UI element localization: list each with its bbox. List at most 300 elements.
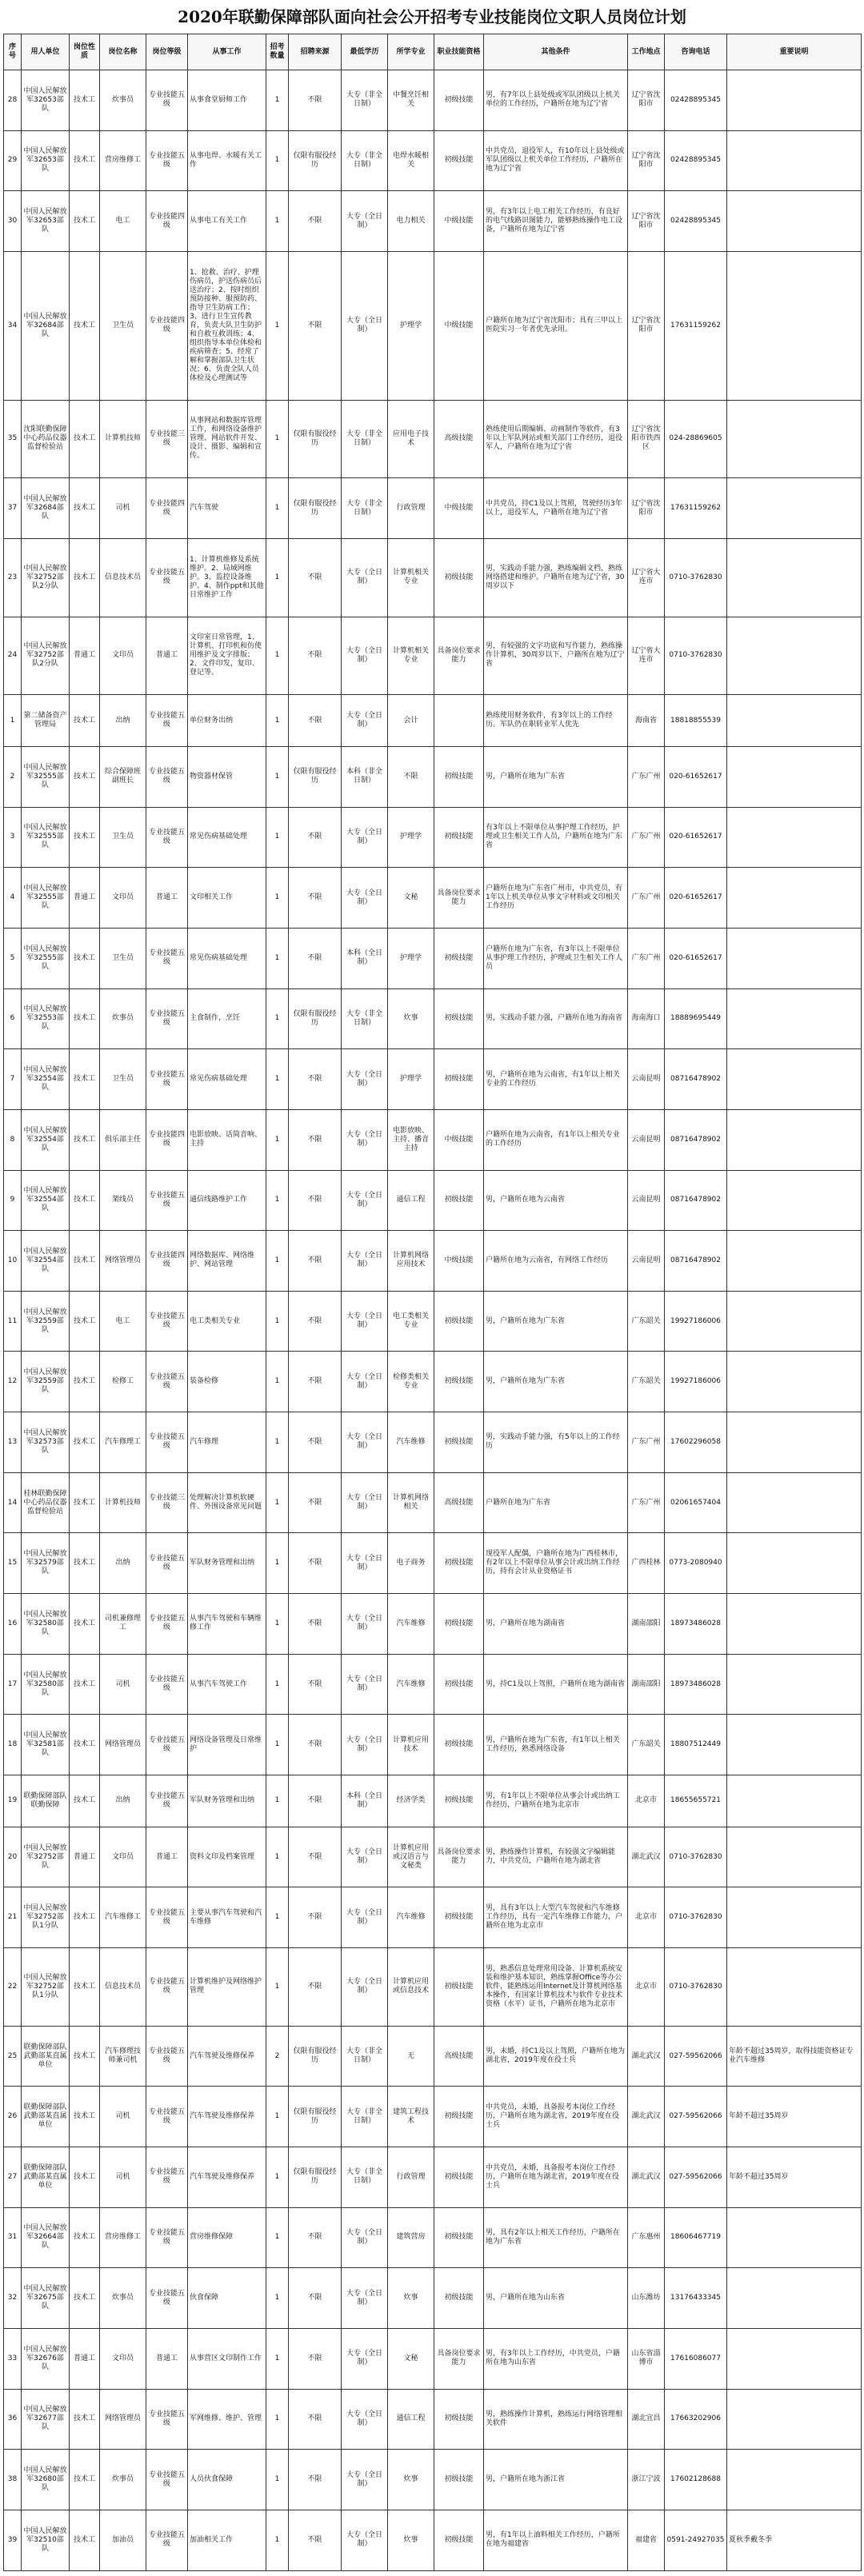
cell-unit: 中国人民解放军32555部队 xyxy=(22,868,70,929)
cell-location: 北京市 xyxy=(628,1887,665,1948)
cell-skill: 初级技能 xyxy=(434,1533,484,1594)
cell-major: 计算机网络应用技术 xyxy=(388,1231,434,1292)
cell-unit: 沈阳联勤保障中心药品仪器监督检验站 xyxy=(22,400,70,478)
cell-unit: 中国人民解放军32653部队 xyxy=(22,191,70,252)
cell-conditions: 现役军人配偶，户籍所在地为广西桂林市，有2年以上不限单位从事会计或出纳工作经历，持有会计从业资格证书 xyxy=(484,1533,628,1594)
cell-major: 电影放映、主持、播音主持 xyxy=(388,1109,434,1170)
cell-post: 综合保障班副班长 xyxy=(100,746,146,807)
cell-count: 1 xyxy=(266,191,289,252)
cell-notes xyxy=(727,1594,862,1655)
table-row xyxy=(4,1352,862,1412)
cell-no: 2 xyxy=(4,746,22,807)
cell-unit: 中国人民解放军32752部队1分队 xyxy=(22,1948,70,2027)
cell-skill: 初级技能 xyxy=(434,1170,484,1231)
cell-major: 行政管理 xyxy=(388,478,434,539)
table-row xyxy=(4,1775,862,1827)
cell-notes: 年龄不超过35周岁 xyxy=(727,2147,862,2208)
cell-source: 不限 xyxy=(289,1654,342,1715)
cell-major: 无 xyxy=(388,2026,434,2087)
cell-no: 23 xyxy=(4,538,22,617)
cell-no: 30 xyxy=(4,191,22,252)
cell-skill: 具备岗位要求能力 xyxy=(434,1827,484,1887)
cell-education: 大专（非全日制） xyxy=(342,400,388,478)
cell-no: 5 xyxy=(4,928,22,988)
cell-education: 大专（全日制） xyxy=(342,191,388,252)
header-row xyxy=(4,34,862,70)
cell-level: 专业技能五级 xyxy=(146,807,188,868)
cell-source: 不限 xyxy=(289,807,342,868)
cell-post: 网络管理员 xyxy=(100,1715,146,1775)
cell-count: 1 xyxy=(266,1352,289,1412)
col-header-count: 招考数量 xyxy=(266,34,289,70)
table-row xyxy=(4,2389,862,2450)
cell-no: 12 xyxy=(4,1352,22,1412)
cell-unit: 中国人民解放军32555部队 xyxy=(22,928,70,988)
cell-education: 大专（非全日制） xyxy=(342,130,388,191)
cell-unit: 中国人民解放军32676部队 xyxy=(22,2328,70,2389)
cell-work: 装备检修 xyxy=(188,1352,266,1412)
cell-no: 28 xyxy=(4,70,22,131)
table-row xyxy=(4,2268,862,2329)
cell-unit: 中国人民解放军32752部队 xyxy=(22,1827,70,1887)
cell-notes xyxy=(727,1231,862,1292)
cell-location: 福建省 xyxy=(628,2510,665,2570)
cell-post: 卫生员 xyxy=(100,807,146,868)
cell-phone: 19927186006 xyxy=(665,1291,727,1352)
cell-phone: 020-61652617 xyxy=(665,746,727,807)
cell-nature: 技术工 xyxy=(70,1715,100,1775)
col-header-source: 招聘来源 xyxy=(289,34,342,70)
table-row xyxy=(4,2087,862,2147)
cell-unit: 中国人民解放军32752部队2分队 xyxy=(22,617,70,695)
table-row xyxy=(4,1109,862,1170)
cell-notes xyxy=(727,2207,862,2268)
cell-skill: 具备岗位要求能力 xyxy=(434,2328,484,2389)
cell-education: 大专（全日制） xyxy=(342,1948,388,2027)
cell-count: 1 xyxy=(266,2268,289,2329)
cell-location: 辽宁省沈阳市 xyxy=(628,478,665,539)
cell-skill: 中级技能 xyxy=(434,251,484,400)
cell-conditions: 男，有1年以上油料相关工作经历，户籍所在地为福建省 xyxy=(484,2510,628,2570)
cell-count: 1 xyxy=(266,1775,289,1827)
table-row xyxy=(4,2207,862,2268)
cell-phone: 17631159262 xyxy=(665,251,727,400)
cell-notes xyxy=(727,1887,862,1948)
cell-major: 汽车维修 xyxy=(388,1654,434,1715)
cell-no: 22 xyxy=(4,1948,22,2027)
cell-source: 仅限有服役经历 xyxy=(289,478,342,539)
cell-source: 不限 xyxy=(289,538,342,617)
cell-education: 大专（全日制） xyxy=(342,1412,388,1473)
cell-major: 汽车维修 xyxy=(388,1887,434,1948)
cell-source: 不限 xyxy=(289,1109,342,1170)
table-row xyxy=(4,1594,862,1655)
cell-skill: 中级技能 xyxy=(434,1231,484,1292)
table-row xyxy=(4,70,862,131)
table-row xyxy=(4,191,862,252)
cell-education: 大专（全日制） xyxy=(342,1049,388,1110)
cell-education: 大专（全日制） xyxy=(342,251,388,400)
cell-phone: 0710-3762830 xyxy=(665,1827,727,1887)
cell-no: 16 xyxy=(4,1594,22,1655)
cell-post: 出纳 xyxy=(100,1533,146,1594)
cell-education: 大专（全日制） xyxy=(342,1715,388,1775)
cell-education: 大专（全日制） xyxy=(342,1352,388,1412)
cell-count: 1 xyxy=(266,617,289,695)
cell-level: 专业技能五级 xyxy=(146,2207,188,2268)
cell-no: 4 xyxy=(4,868,22,929)
cell-phone: 08716478902 xyxy=(665,1170,727,1231)
cell-major: 护理学 xyxy=(388,1049,434,1110)
cell-skill: 初级技能 xyxy=(434,807,484,868)
cell-count: 1 xyxy=(266,695,289,747)
cell-skill: 初级技能 xyxy=(434,1352,484,1412)
cell-work: 汽车驾驶及维修保养 xyxy=(188,2026,266,2087)
cell-notes xyxy=(727,70,862,131)
cell-education: 大专（全日制） xyxy=(342,1472,388,1533)
cell-notes xyxy=(727,617,862,695)
cell-skill: 初级技能 xyxy=(434,1948,484,2027)
cell-location: 湖南邵阳 xyxy=(628,1594,665,1655)
cell-level: 专业技能五级 xyxy=(146,1775,188,1827)
cell-unit: 中国人民解放军32684部队 xyxy=(22,251,70,400)
cell-no: 39 xyxy=(4,2510,22,2570)
cell-conditions: 中共党员，未婚，具备报考本岗位工作经历，户籍所在地为湖北省，2019年度在役士兵 xyxy=(484,2087,628,2147)
cell-no: 26 xyxy=(4,2087,22,2147)
cell-source: 不限 xyxy=(289,2389,342,2450)
table-row xyxy=(4,1291,862,1352)
cell-post: 电工 xyxy=(100,191,146,252)
cell-post: 司机兼修理工 xyxy=(100,1594,146,1655)
cell-location: 广东广州 xyxy=(628,928,665,988)
cell-conditions: 男，户籍所在地为云南省，有1年以上相关专业的工作经历 xyxy=(484,1049,628,1110)
cell-location: 浙江宁波 xyxy=(628,2450,665,2510)
cell-source: 仅限有服役经历 xyxy=(289,2087,342,2147)
cell-notes xyxy=(727,988,862,1049)
cell-unit: 中国人民解放军32684部队 xyxy=(22,478,70,539)
cell-unit: 联勤保障部队武勤部某直属单位 xyxy=(22,2147,70,2208)
cell-location: 湖北武汉 xyxy=(628,2087,665,2147)
cell-nature: 技术工 xyxy=(70,928,100,988)
col-header-unit: 用人单位 xyxy=(22,34,70,70)
cell-work: 从事网站和数据库管理工作，和网络设备维护管理、网站软件开发、设计、摄影、编辑和宣传。 xyxy=(188,400,266,478)
cell-source: 不限 xyxy=(289,1775,342,1827)
cell-count: 1 xyxy=(266,868,289,929)
cell-major: 汽车维修 xyxy=(388,1412,434,1473)
cell-skill xyxy=(434,695,484,747)
cell-notes xyxy=(727,2328,862,2389)
cell-nature: 技术工 xyxy=(70,70,100,131)
cell-conditions: 男，有1年以上不限单位从事会计或出纳工作经历，户籍所在地为北京市 xyxy=(484,1775,628,1827)
cell-no: 3 xyxy=(4,807,22,868)
cell-work: 文印室日常管理，1、计算机、打印机和仿使用维护及文字排版；2、文件印发，复印、登记等。 xyxy=(188,617,266,695)
cell-location: 广东广州 xyxy=(628,807,665,868)
cell-notes xyxy=(727,1948,862,2027)
cell-no: 29 xyxy=(4,130,22,191)
cell-nature: 技术工 xyxy=(70,2389,100,2450)
cell-notes xyxy=(727,1775,862,1827)
cell-count: 1 xyxy=(266,538,289,617)
col-header-level: 岗位等级 xyxy=(146,34,188,70)
cell-conditions: 中共党员，未婚，具备报考本岗位工作经历，户籍所在地为湖北省，2019年度在役士兵 xyxy=(484,2147,628,2208)
cell-source: 不限 xyxy=(289,1412,342,1473)
cell-level: 专业技能五级 xyxy=(146,928,188,988)
cell-source: 不限 xyxy=(289,191,342,252)
table-row xyxy=(4,695,862,747)
cell-work: 汽车修理 xyxy=(188,1412,266,1473)
cell-count: 1 xyxy=(266,130,289,191)
cell-level: 普通工 xyxy=(146,868,188,929)
cell-nature: 普通工 xyxy=(70,2328,100,2389)
cell-major: 计算机相关专业 xyxy=(388,538,434,617)
cell-post: 炊事员 xyxy=(100,988,146,1049)
cell-no: 14 xyxy=(4,1472,22,1533)
cell-source: 不限 xyxy=(289,1948,342,2027)
cell-skill: 初级技能 xyxy=(434,1291,484,1352)
cell-location: 辽宁省大连市 xyxy=(628,617,665,695)
cell-unit: 中国人民解放军32675部队 xyxy=(22,2268,70,2329)
cell-nature: 技术工 xyxy=(70,1654,100,1715)
cell-work: 1、计算机维修及系统维护。2、局域网维护。3、监控设备维护。4、制作ppt和其他日常维护工作 xyxy=(188,538,266,617)
cell-nature: 技术工 xyxy=(70,478,100,539)
cell-nature: 技术工 xyxy=(70,2510,100,2570)
cell-no: 13 xyxy=(4,1412,22,1473)
cell-count: 1 xyxy=(266,1109,289,1170)
cell-skill: 中级技能 xyxy=(434,1109,484,1170)
cell-education: 大专（全日制） xyxy=(342,2207,388,2268)
cell-notes xyxy=(727,1827,862,1887)
cell-skill: 初级技能 xyxy=(434,746,484,807)
cell-nature: 技术工 xyxy=(70,2268,100,2329)
cell-notes xyxy=(727,1715,862,1775)
cell-conditions: 男，户籍所在地为广东省 xyxy=(484,746,628,807)
cell-location: 辽宁省沈阳市 xyxy=(628,130,665,191)
cell-work: 军队财务管理和出纳 xyxy=(188,1533,266,1594)
cell-no: 32 xyxy=(4,2268,22,2329)
cell-education: 大专（全日制） xyxy=(342,2268,388,2329)
cell-work: 从事汽车驾驶和车辆维修工作 xyxy=(188,1594,266,1655)
cell-skill: 高级技能 xyxy=(434,400,484,478)
cell-post: 信息技术员 xyxy=(100,538,146,617)
cell-no: 31 xyxy=(4,2207,22,2268)
cell-skill: 初级技能 xyxy=(434,988,484,1049)
cell-unit: 中国人民解放军32573部队 xyxy=(22,1412,70,1473)
cell-unit: 中国人民解放军32752部队2分队 xyxy=(22,538,70,617)
cell-source: 不限 xyxy=(289,251,342,400)
cell-major: 汽车维修 xyxy=(388,1594,434,1655)
cell-post: 文印员 xyxy=(100,2328,146,2389)
cell-location: 湖北武汉 xyxy=(628,1827,665,1887)
cell-work: 文印相关工作 xyxy=(188,868,266,929)
cell-level: 专业技能五级 xyxy=(146,2450,188,2510)
cell-phone: 0710-3762830 xyxy=(665,1887,727,1948)
cell-post: 网络管理员 xyxy=(100,2389,146,2450)
cell-post: 出纳 xyxy=(100,695,146,747)
cell-phone: 02428895345 xyxy=(665,130,727,191)
cell-nature: 技术工 xyxy=(70,130,100,191)
cell-notes xyxy=(727,868,862,929)
cell-level: 专业技能五级 xyxy=(146,746,188,807)
cell-location: 广东广州 xyxy=(628,868,665,929)
cell-source: 不限 xyxy=(289,617,342,695)
table-row xyxy=(4,1827,862,1887)
cell-major: 文秘 xyxy=(388,2328,434,2389)
cell-education: 本科（全日制） xyxy=(342,928,388,988)
cell-post: 检修工 xyxy=(100,1352,146,1412)
cell-location: 广东韶关 xyxy=(628,1291,665,1352)
cell-no: 10 xyxy=(4,1231,22,1292)
table-row xyxy=(4,1533,862,1594)
cell-count: 1 xyxy=(266,2450,289,2510)
cell-unit: 中国人民解放军32554部队 xyxy=(22,1109,70,1170)
col-header-skill: 职业技能资格 xyxy=(434,34,484,70)
table-row xyxy=(4,1170,862,1231)
cell-post: 卫生员 xyxy=(100,1049,146,1110)
cell-conditions: 男，熟练操作计算机，有较强文字编辑能力，中共党员，户籍所在地为湖北省 xyxy=(484,1827,628,1887)
cell-no: 25 xyxy=(4,2026,22,2087)
cell-level: 专业技能五级 xyxy=(146,1594,188,1655)
cell-unit: 中国人民解放军32664部队 xyxy=(22,2207,70,2268)
cell-conditions: 户籍所在地为云南省，有1年以上相关专业的工作经历 xyxy=(484,1109,628,1170)
cell-count: 1 xyxy=(266,2328,289,2389)
cell-conditions: 熟练使用财务软件，有3年以上的工作经历。军队仍在职转业军人优先 xyxy=(484,695,628,747)
cell-location: 湖北宜昌 xyxy=(628,2389,665,2450)
col-header-post: 岗位名称 xyxy=(100,34,146,70)
cell-location: 云南昆明 xyxy=(628,1231,665,1292)
cell-source: 不限 xyxy=(289,2207,342,2268)
cell-no: 17 xyxy=(4,1654,22,1715)
cell-no: 36 xyxy=(4,2389,22,2450)
cell-no: 27 xyxy=(4,2147,22,2208)
cell-count: 1 xyxy=(266,2087,289,2147)
cell-level: 专业技能五级 xyxy=(146,1412,188,1473)
cell-source: 不限 xyxy=(289,1231,342,1292)
cell-source: 不限 xyxy=(289,928,342,988)
cell-notes xyxy=(727,1472,862,1533)
table-row xyxy=(4,617,862,695)
cell-notes xyxy=(727,695,862,747)
cell-phone: 027-59562066 xyxy=(665,2026,727,2087)
cell-count: 1 xyxy=(266,70,289,131)
cell-location: 广东惠州 xyxy=(628,2207,665,2268)
cell-nature: 技术工 xyxy=(70,1412,100,1473)
cell-count: 1 xyxy=(266,1533,289,1594)
cell-no: 1 xyxy=(4,695,22,747)
cell-major: 电工类相关专业 xyxy=(388,1291,434,1352)
table-row xyxy=(4,928,862,988)
cell-level: 普通工 xyxy=(146,1827,188,1887)
cell-work: 军网维修、维护、管理 xyxy=(188,2389,266,2450)
cell-conditions: 男，户籍所在地为广东省 xyxy=(484,1291,628,1352)
cell-work: 1、抢救、治疗、护理伤病员，护送伤病员后送治疗；2、按时组织预防接种、服预防药、指导卫生防病工作；3、进行卫生宣传教育，负责大队卫生防护和自救互救训练；4、组织指导本单位体检和疾病筛查；5、经常了解和掌握部队卫生状况；6、负责全队人员体检及心理测试等 xyxy=(188,251,266,400)
cell-unit: 中国人民解放军32555部队 xyxy=(22,807,70,868)
cell-post: 营房维修工 xyxy=(100,130,146,191)
cell-phone: 08716478902 xyxy=(665,1231,727,1292)
cell-skill: 高级技能 xyxy=(434,1472,484,1533)
cell-count: 1 xyxy=(266,1412,289,1473)
cell-skill: 初级技能 xyxy=(434,1049,484,1110)
cell-no: 11 xyxy=(4,1291,22,1352)
cell-notes xyxy=(727,251,862,400)
cell-education: 大专（全日制） xyxy=(342,2510,388,2570)
col-header-no: 序号 xyxy=(4,34,22,70)
cell-conditions: 男，户籍所在地为云南省 xyxy=(484,1170,628,1231)
cell-nature: 技术工 xyxy=(70,1231,100,1292)
cell-work: 常见伤病基础处理 xyxy=(188,1049,266,1110)
cell-level: 专业技能五级 xyxy=(146,2389,188,2450)
cell-conditions: 户籍所在地为广东省广州市，中共党员，有1年以上机关单位从事文字材料或文印相关工作经历 xyxy=(484,868,628,929)
cell-education: 大专（全日制） xyxy=(342,538,388,617)
cell-education: 大专（非全日制） xyxy=(342,2026,388,2087)
cell-notes xyxy=(727,1352,862,1412)
cell-notes xyxy=(727,478,862,539)
cell-work: 网络设备管理及日常维护 xyxy=(188,1715,266,1775)
cell-nature: 技术工 xyxy=(70,1948,100,2027)
cell-post: 信息技术员 xyxy=(100,1948,146,2027)
cell-nature: 技术工 xyxy=(70,1594,100,1655)
cell-no: 35 xyxy=(4,400,22,478)
cell-work: 汽车驾驶及维修保养 xyxy=(188,2147,266,2208)
cell-education: 大专（全日制） xyxy=(342,2450,388,2510)
cell-count: 1 xyxy=(266,2207,289,2268)
cell-source: 不限 xyxy=(289,1170,342,1231)
cell-conditions: 男，未婚，持C1及以上驾照，户籍所在地为湖北省，2019年度在役士兵 xyxy=(484,2026,628,2087)
cell-notes xyxy=(727,1170,862,1231)
cell-phone: 0591-24927035 xyxy=(665,2510,727,2570)
cell-phone: 18807512449 xyxy=(665,1715,727,1775)
cell-conditions: 男，户籍所在地为山东省 xyxy=(484,2268,628,2329)
cell-education: 大专（全日制） xyxy=(342,1887,388,1948)
cell-nature: 普通工 xyxy=(70,1827,100,1887)
cell-source: 不限 xyxy=(289,1887,342,1948)
cell-major: 行政管理 xyxy=(388,2147,434,2208)
cell-phone: 18889695449 xyxy=(665,988,727,1049)
cell-no: 6 xyxy=(4,988,22,1049)
cell-location: 辽宁省沈阳市 xyxy=(628,70,665,131)
cell-work: 物资器材保管 xyxy=(188,746,266,807)
cell-phone: 18655655721 xyxy=(665,1775,727,1827)
cell-phone: 024-28869605 xyxy=(665,400,727,478)
cell-unit: 中国人民解放军32653部队 xyxy=(22,130,70,191)
cell-skill: 初级技能 xyxy=(434,1775,484,1827)
cell-count: 1 xyxy=(266,2147,289,2208)
cell-source: 仅限有服役经历 xyxy=(289,2147,342,2208)
cell-count: 1 xyxy=(266,400,289,478)
cell-notes xyxy=(727,746,862,807)
cell-skill: 初级技能 xyxy=(434,2087,484,2147)
cell-post: 计算机技师 xyxy=(100,400,146,478)
table-row xyxy=(4,2026,862,2087)
cell-major: 通信工程 xyxy=(388,1170,434,1231)
page-title: 2020年联勤保障部队面向社会公开招考专业技能岗位文职人员岗位计划 xyxy=(178,7,686,26)
cell-conditions: 熟练使用后期编辑、动画制作等软件，有3年以上军队网站或相关部门工作经历，退役军人，户籍所在地为辽宁省 xyxy=(484,400,628,478)
cell-phone: 17602296058 xyxy=(665,1412,727,1473)
cell-count: 1 xyxy=(266,2510,289,2570)
cell-education: 大专（全日制） xyxy=(342,1594,388,1655)
cell-conditions: 中共党员，持C1及以上驾照，驾驶经历3年以上，退役军人，户籍所在地为辽宁省 xyxy=(484,478,628,539)
col-header-education: 最低学历 xyxy=(342,34,388,70)
cell-conditions: 户籍所在地为辽宁省沈阳市；具有三甲以上医院实习一年者优先录用。 xyxy=(484,251,628,400)
col-header-major: 所学专业 xyxy=(388,34,434,70)
cell-source: 仅限有服役经历 xyxy=(289,400,342,478)
cell-notes xyxy=(727,400,862,478)
cell-location: 云南昆明 xyxy=(628,1109,665,1170)
cell-location: 广东广州 xyxy=(628,746,665,807)
cell-work: 电工类相关专业 xyxy=(188,1291,266,1352)
cell-notes xyxy=(727,1049,862,1110)
cell-source: 不限 xyxy=(289,1352,342,1412)
cell-major: 炊事 xyxy=(388,2450,434,2510)
